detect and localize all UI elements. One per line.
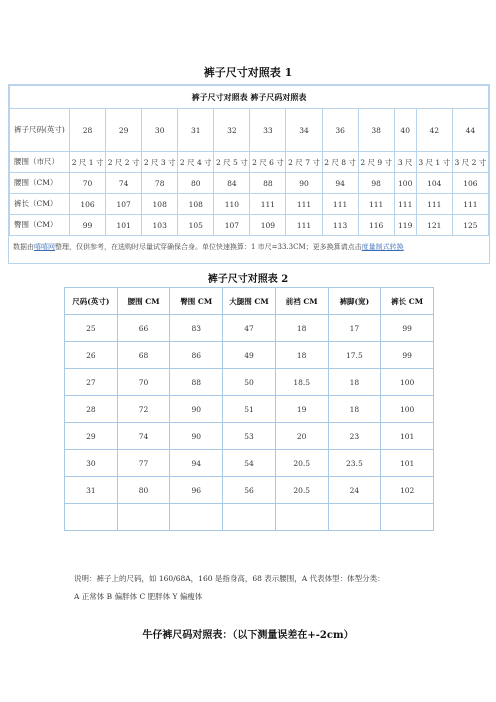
table-cell: 47 — [223, 315, 276, 342]
table-cell: 2 尺 1 寸 — [70, 152, 106, 173]
table-cell: 29 — [106, 109, 142, 152]
table-cell: 23.5 — [328, 450, 381, 477]
table1-note — [9, 236, 489, 258]
table-row — [10, 173, 489, 194]
table-cell: 101 — [381, 423, 434, 450]
table-cell: 104 — [416, 173, 452, 194]
table-cell: 29 — [65, 423, 118, 450]
table-cell: 31 — [65, 477, 118, 504]
size-table-1 — [8, 84, 490, 264]
table-cell: 51 — [223, 396, 276, 423]
table-cell: 106 — [70, 194, 106, 215]
table-cell: 72 — [117, 396, 170, 423]
table-cell: 86 — [170, 342, 223, 369]
table-cell: 111 — [286, 194, 322, 215]
table-row — [65, 396, 434, 423]
table-cell: 111 — [394, 194, 416, 215]
source-link[interactable]: 嘻嘻网 — [34, 243, 55, 251]
table-cell: 80 — [178, 173, 214, 194]
table-cell: 96 — [170, 477, 223, 504]
table-cell: 100 — [381, 369, 434, 396]
table-row — [10, 194, 489, 215]
table-cell: 70 — [117, 369, 170, 396]
table-cell: 80 — [117, 477, 170, 504]
table-cell: 90 — [170, 396, 223, 423]
table-cell: 98 — [358, 173, 394, 194]
table-cell — [275, 504, 328, 531]
table-cell: 68 — [117, 342, 170, 369]
table-cell: 53 — [223, 423, 276, 450]
table-row — [65, 342, 434, 369]
table-cell: 88 — [250, 173, 286, 194]
table-cell: 18 — [328, 396, 381, 423]
table1-title: 裤子尺寸对照表 1 — [203, 66, 293, 79]
table-cell: 111 — [358, 194, 394, 215]
table-cell — [65, 504, 118, 531]
table-cell: 18 — [275, 342, 328, 369]
table-cell: 108 — [178, 194, 214, 215]
table-cell: 28 — [70, 109, 106, 152]
table-cell — [170, 504, 223, 531]
table-cell: 3 尺 — [394, 152, 416, 173]
table-cell: 23 — [328, 423, 381, 450]
table-cell: 111 — [452, 194, 488, 215]
table-cell: 78 — [142, 173, 178, 194]
table-cell: 17 — [328, 315, 381, 342]
table-row — [65, 477, 434, 504]
column-header: 腰围 CM — [117, 288, 170, 315]
size-note-line-1: 说明：裤子上的尺码，如 160/68A，160 是指身高，68 表示腰围，A 代表体型：体型分类： — [74, 574, 385, 583]
table-cell: 106 — [452, 173, 488, 194]
table-cell: 101 — [106, 215, 142, 236]
table-cell: 111 — [250, 194, 286, 215]
table-cell — [328, 504, 381, 531]
row-label: 腰围（市尺） — [10, 152, 70, 173]
table2-title: 裤子尺寸对照表 2 — [207, 274, 289, 285]
table-cell: 84 — [214, 173, 250, 194]
table-cell: 90 — [286, 173, 322, 194]
table-cell: 42 — [416, 109, 452, 152]
table-cell: 44 — [452, 109, 488, 152]
table-cell: 49 — [223, 342, 276, 369]
table-cell: 83 — [170, 315, 223, 342]
row-label: 腰围（CM） — [10, 173, 70, 194]
table-cell: 27 — [65, 369, 118, 396]
table-cell: 30 — [142, 109, 178, 152]
column-header: 臀围 CM — [170, 288, 223, 315]
table-cell: 107 — [106, 194, 142, 215]
table-cell: 116 — [358, 215, 394, 236]
table-cell: 2 尺 9 寸 — [358, 152, 394, 173]
table-cell: 113 — [322, 215, 358, 236]
table-cell: 36 — [322, 109, 358, 152]
table-cell: 111 — [416, 194, 452, 215]
table-row — [10, 215, 489, 236]
table-cell: 34 — [286, 109, 322, 152]
size-note-line-2: A 正常体 B 偏胖体 C 肥胖体 Y 偏瘦体 — [74, 592, 203, 601]
table-cell: 2 尺 3 寸 — [142, 152, 178, 173]
table-cell: 125 — [452, 215, 488, 236]
table-cell: 38 — [358, 109, 394, 152]
table-cell: 109 — [250, 215, 286, 236]
size-note — [74, 570, 385, 606]
table-cell: 54 — [223, 450, 276, 477]
column-header: 大腿围 CM — [223, 288, 276, 315]
table-cell — [117, 504, 170, 531]
table-cell: 24 — [328, 477, 381, 504]
table-cell: 94 — [170, 450, 223, 477]
table-cell: 119 — [394, 215, 416, 236]
table-cell: 66 — [117, 315, 170, 342]
table-cell: 99 — [70, 215, 106, 236]
table-cell: 77 — [117, 450, 170, 477]
table-cell: 2 尺 6 寸 — [250, 152, 286, 173]
table-cell: 33 — [250, 109, 286, 152]
table-cell: 121 — [416, 215, 452, 236]
table-row — [65, 369, 434, 396]
table-cell: 99 — [381, 315, 434, 342]
column-header: 前裆 CM — [275, 288, 328, 315]
column-header: 裤长 CM — [381, 288, 434, 315]
note-prefix: 数据由 — [13, 243, 34, 251]
table-cell: 20.5 — [275, 477, 328, 504]
table-cell: 19 — [275, 396, 328, 423]
size-table-2 — [64, 287, 434, 531]
table-row — [10, 152, 489, 173]
table-cell: 111 — [322, 194, 358, 215]
table-cell: 2 尺 7 寸 — [286, 152, 322, 173]
column-header: 尺码(英寸) — [65, 288, 118, 315]
row-label: 裤子尺码(英寸) — [10, 109, 70, 152]
table-cell: 105 — [178, 215, 214, 236]
table-cell: 107 — [214, 215, 250, 236]
table-cell: 74 — [106, 173, 142, 194]
table-cell — [223, 504, 276, 531]
table-cell: 31 — [178, 109, 214, 152]
table-cell: 2 尺 8 寸 — [322, 152, 358, 173]
table-cell: 100 — [381, 396, 434, 423]
table-cell: 103 — [142, 215, 178, 236]
column-header: 裤脚(宽) — [328, 288, 381, 315]
table-row-empty — [65, 504, 434, 531]
table-cell: 102 — [381, 477, 434, 504]
row-label: 臀围（CM） — [10, 215, 70, 236]
jeans-table-title: 牛仔裤尺码对照表：（以下测量误差在+-2cm） — [142, 630, 354, 641]
table-cell: 18.5 — [275, 369, 328, 396]
table-cell: 20 — [275, 423, 328, 450]
table-cell: 100 — [394, 173, 416, 194]
table-cell: 18 — [275, 315, 328, 342]
table-row — [65, 423, 434, 450]
table-cell: 2 尺 5 寸 — [214, 152, 250, 173]
table-cell: 99 — [381, 342, 434, 369]
row-label: 裤长（CM） — [10, 194, 70, 215]
table-cell: 40 — [394, 109, 416, 152]
note-text: 整理，仅供参考，在选购时尽量试穿确保合身。单位快速换算：1 市尺=33.3CM；更多换算请点击 — [55, 243, 362, 251]
table-cell: 3 尺 2 寸 — [452, 152, 488, 173]
table-cell: 32 — [214, 109, 250, 152]
table-cell: 110 — [214, 194, 250, 215]
table-row — [10, 109, 489, 152]
table-cell: 17.5 — [328, 342, 381, 369]
unit-conversion-link[interactable]: 度量制式转换 — [361, 243, 404, 251]
table-cell: 18 — [328, 369, 381, 396]
table-cell: 3 尺 1 寸 — [416, 152, 452, 173]
table-cell — [381, 504, 434, 531]
table-header-row — [65, 288, 434, 315]
table-cell: 25 — [65, 315, 118, 342]
table-cell: 108 — [142, 194, 178, 215]
table-cell: 50 — [223, 369, 276, 396]
table-cell: 30 — [65, 450, 118, 477]
table-cell: 28 — [65, 396, 118, 423]
table-cell: 2 尺 2 寸 — [106, 152, 142, 173]
table-cell: 101 — [381, 450, 434, 477]
table-cell: 26 — [65, 342, 118, 369]
table-cell: 90 — [170, 423, 223, 450]
table-cell: 111 — [286, 215, 322, 236]
table-row — [65, 450, 434, 477]
table-row — [65, 315, 434, 342]
table-cell: 70 — [70, 173, 106, 194]
table-cell: 56 — [223, 477, 276, 504]
table-cell: 20.5 — [275, 450, 328, 477]
table1-header: 裤子尺寸对照表 裤子尺码对照表 — [10, 86, 489, 109]
table-cell: 74 — [117, 423, 170, 450]
table-cell: 94 — [322, 173, 358, 194]
table-cell: 2 尺 4 寸 — [178, 152, 214, 173]
table-cell: 88 — [170, 369, 223, 396]
